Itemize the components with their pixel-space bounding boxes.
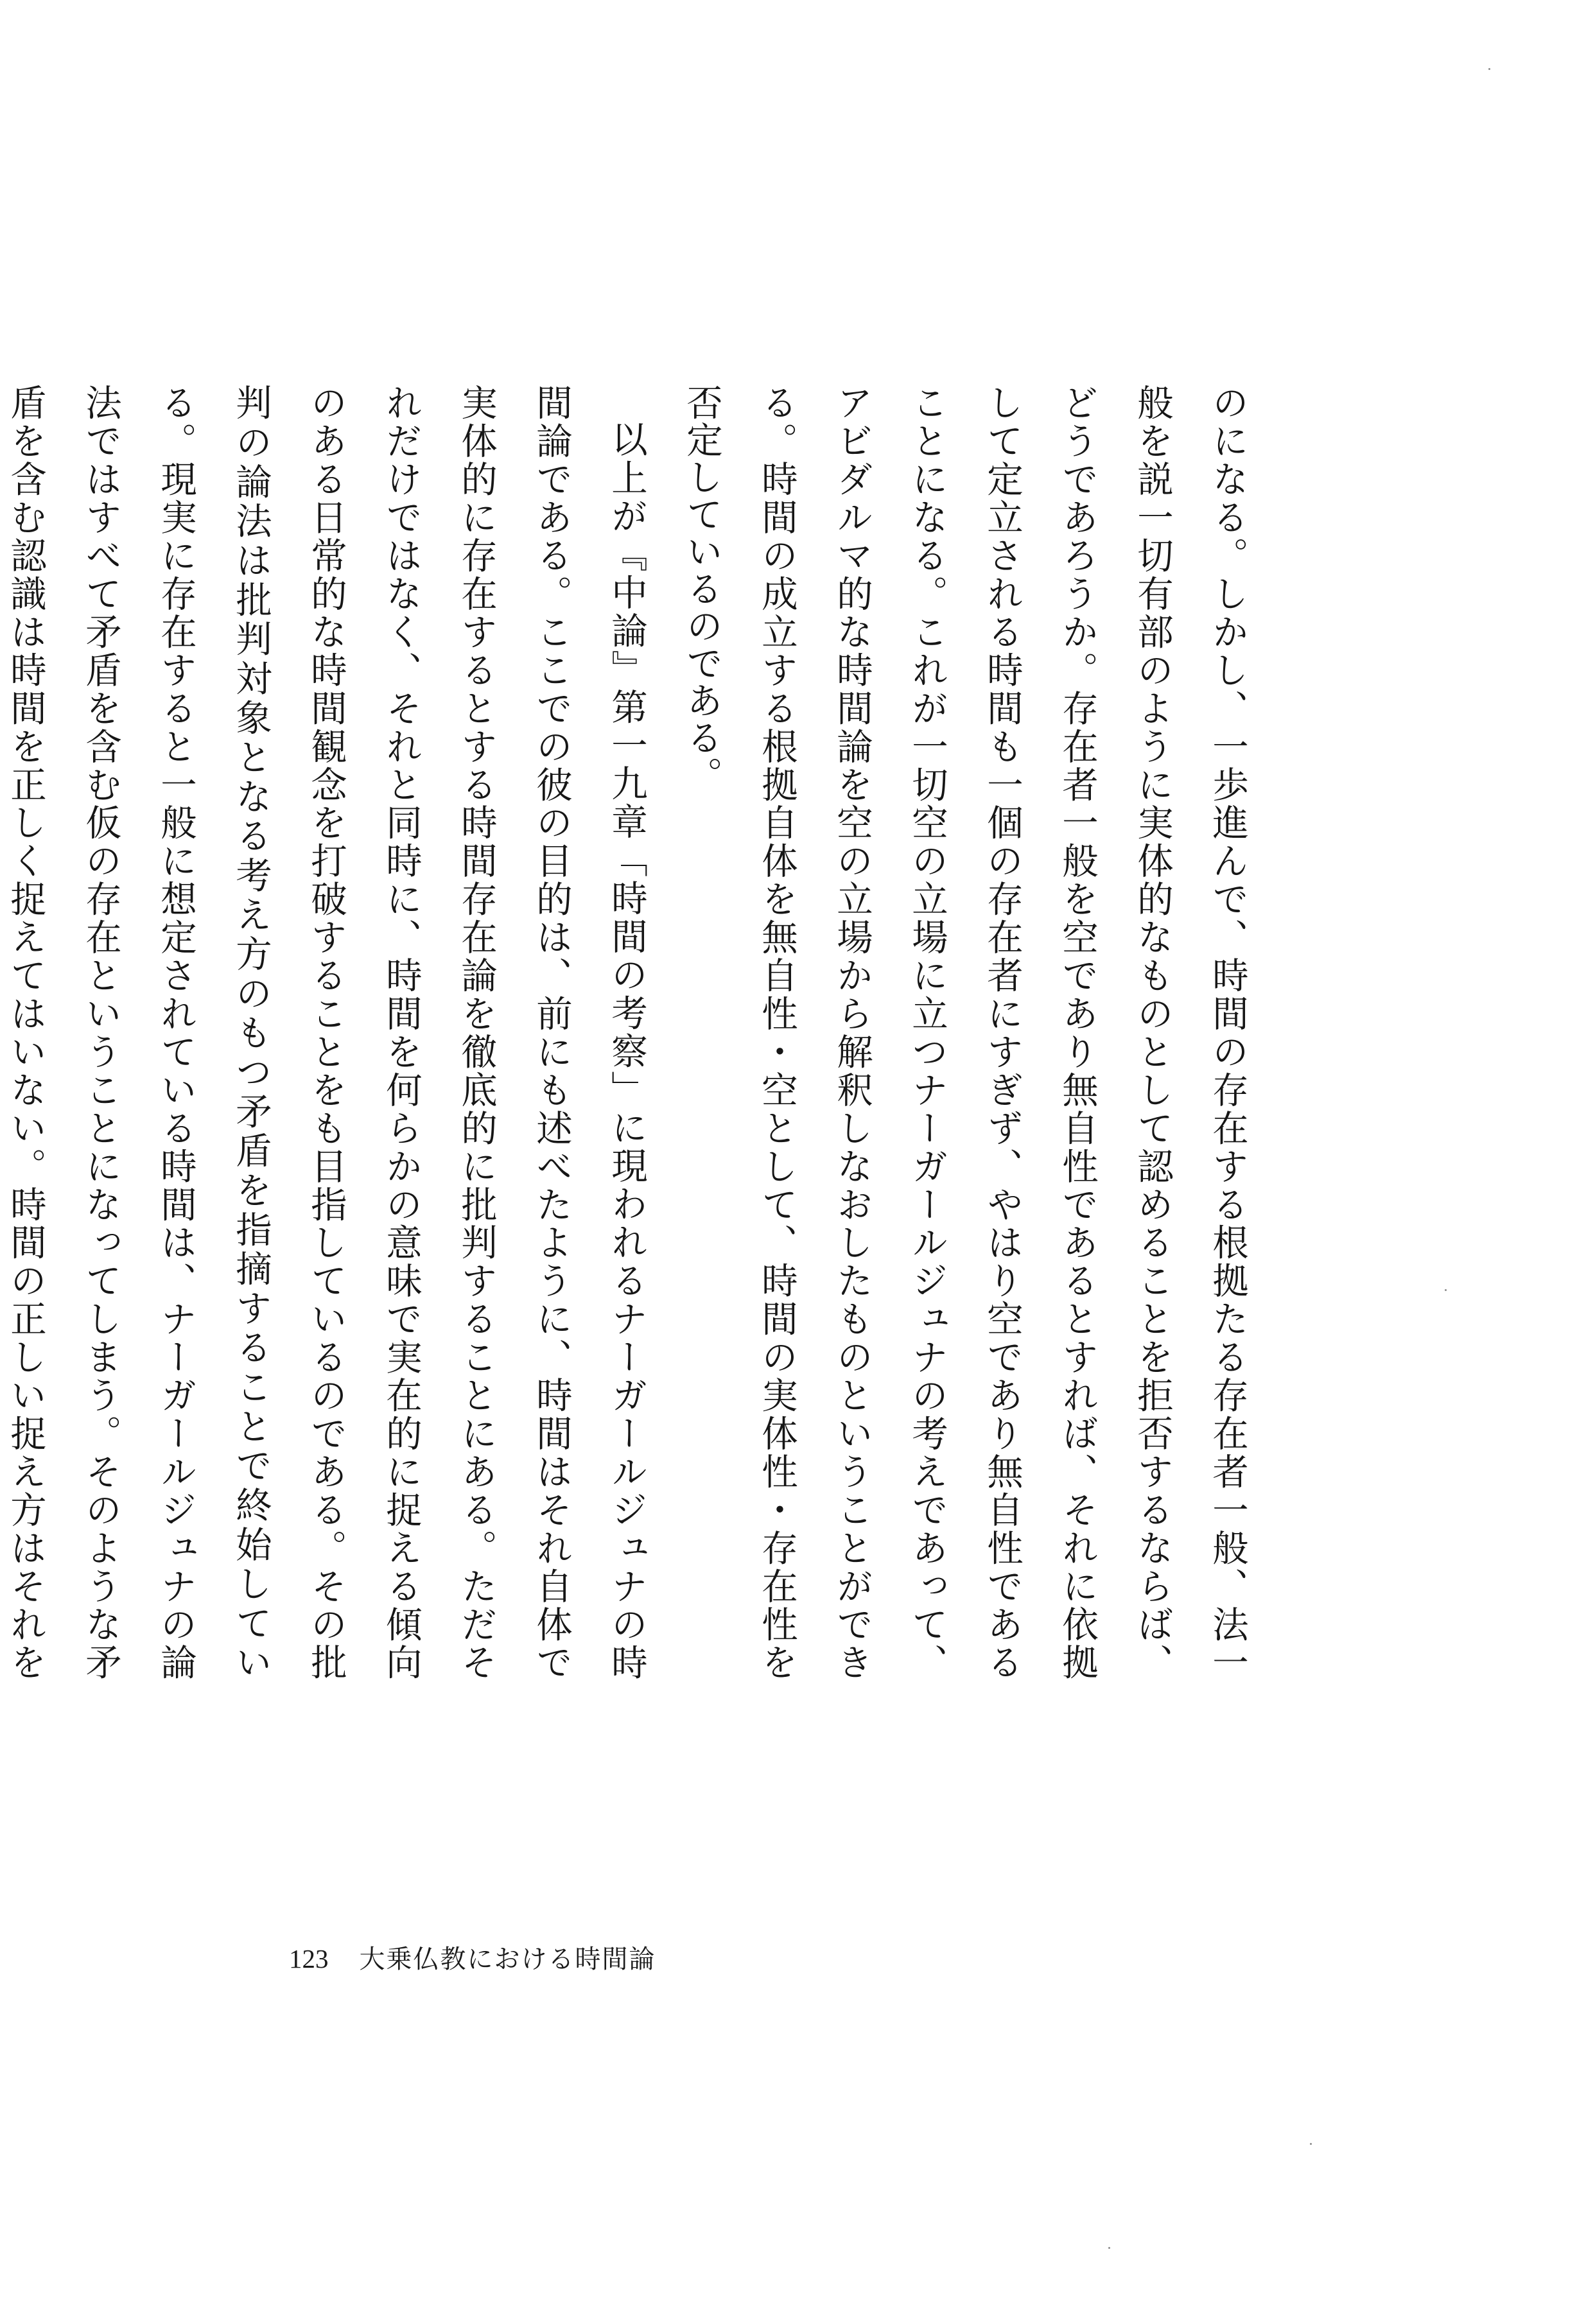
running-title: 大乗仏教における時間論 bbox=[359, 1945, 656, 1974]
paragraph-2: 以上が『中論』第一九章「時間の考察」に現われるナーガールジュナの時間論である。ここでの彼の目的は、前にも述べたように、時間はそれ自体で実体的に存在するとする時間存在論を徹底的に批判することにある。ただそれだけではなく、それと同時に、時間を何らかの意味で実在的に捉える傾向のある日常的な時間観念を打破することをも目指しているのである。その批判の論法は批判対象となる考え方のもつ矛盾を指摘することで終始している。現実に存在すると一般に想定されている時間は、ナーガールジュナの論法ではすべて矛盾を含む仮の存在ということになってしまう。そのような矛盾を含む認識は時間を正しく捉えてはいない。時間の正しい捉え方はそれを bbox=[4, 384, 647, 1681]
running-footer bbox=[289, 1939, 656, 1984]
scan-speck bbox=[1445, 1289, 1447, 1291]
paragraph-1: のになる。しかし、一歩進んで、時間の存在する根拠たる存在者一般、法一般を説一切有部のように実体的なものとして認めることを拒否するならば、どうであろうか。存在者一般を空であり無自性であるとすれば、それに依拠して定立される時間も一個の存在者にすぎず、やはり空であり無自性であることになる。これが一切空の立場に立つナーガールジュナの考えであって、アビダルマ的な時間論を空の立場から解釈しなおしたものということができる。時間の成立する根拠自体を無自性・空として、時間の実体性・存在性を否定しているのである。 bbox=[681, 384, 1248, 1681]
scan-speck bbox=[1488, 68, 1490, 70]
scan-speck bbox=[1310, 2143, 1312, 2145]
scan-speck bbox=[1108, 2247, 1110, 2249]
page-number: 123 bbox=[289, 1944, 329, 1973]
vertical-body-text bbox=[4, 384, 1265, 1681]
